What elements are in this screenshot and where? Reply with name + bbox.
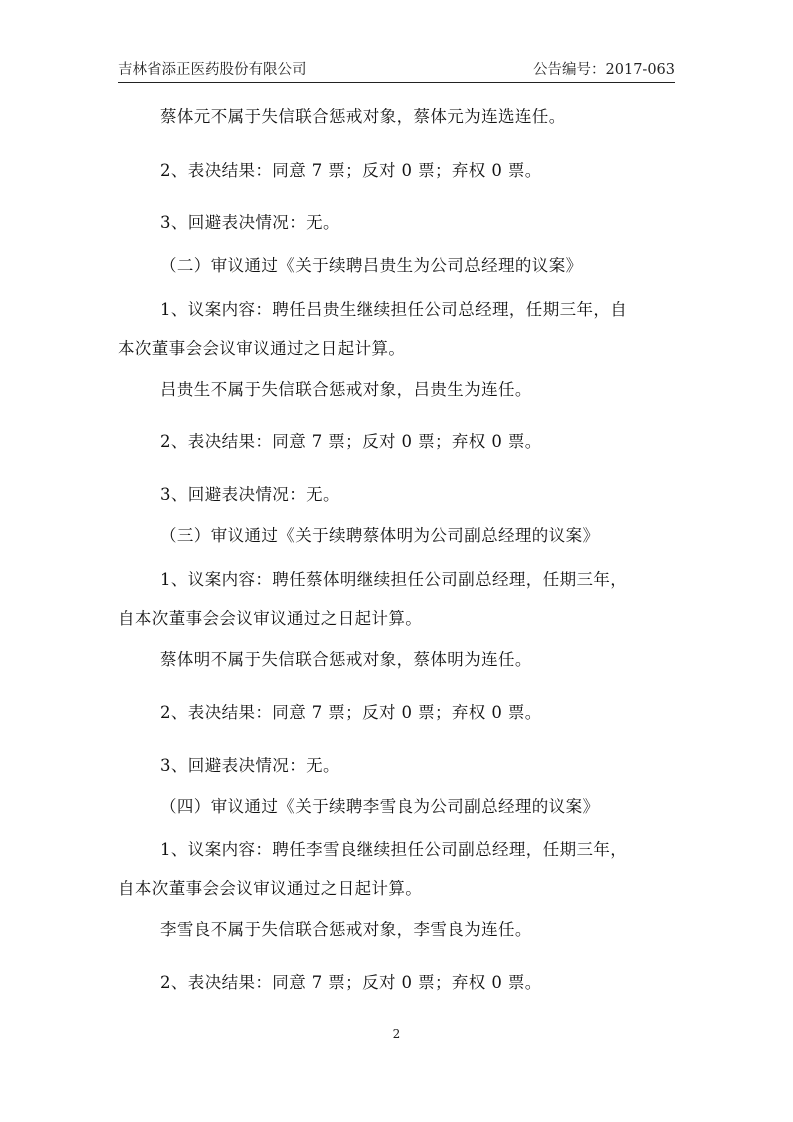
page-header bbox=[118, 56, 675, 83]
recusal-status: 3、回避表决情况：无。 bbox=[160, 485, 340, 504]
paragraph: 蔡体明不属于失信联合惩戒对象，蔡体明为连任。 bbox=[160, 650, 532, 669]
company-name: 吉林省添正医药股份有限公司 bbox=[118, 62, 307, 78]
paragraph: 1、议案内容：聘任李雪良继续担任公司副总经理，任期三年， bbox=[160, 840, 628, 859]
paragraph: 本次董事会会议审议通过之日起计算。 bbox=[118, 339, 406, 358]
paragraph: 自本次董事会会议审议通过之日起计算。 bbox=[118, 609, 423, 628]
vote-result: 2、表决结果：同意 7 票；反对 0 票；弃权 0 票。 bbox=[160, 161, 542, 180]
section-heading: （四）审议通过《关于续聘李雪良为公司副总经理的议案》 bbox=[160, 797, 600, 816]
vote-result: 2、表决结果：同意 7 票；反对 0 票；弃权 0 票。 bbox=[160, 703, 542, 722]
page-number: 2 bbox=[392, 1027, 401, 1041]
vote-result: 2、表决结果：同意 7 票；反对 0 票；弃权 0 票。 bbox=[160, 432, 542, 451]
announcement-number: 公告编号：2017-063 bbox=[533, 62, 675, 78]
paragraph: 蔡体元不属于失信联合惩戒对象，蔡体元为连选连任。 bbox=[160, 107, 566, 126]
vote-result: 2、表决结果：同意 7 票；反对 0 票；弃权 0 票。 bbox=[160, 973, 542, 992]
section-heading: （三）审议通过《关于续聘蔡体明为公司副总经理的议案》 bbox=[160, 526, 600, 545]
paragraph: 吕贵生不属于失信联合惩戒对象，吕贵生为连任。 bbox=[160, 380, 532, 399]
paragraph: 1、议案内容：聘任蔡体明继续担任公司副总经理，任期三年， bbox=[160, 570, 628, 589]
paragraph: 1、议案内容：聘任吕贵生继续担任公司总经理，任期三年，自 bbox=[160, 300, 628, 319]
recusal-status: 3、回避表决情况：无。 bbox=[160, 756, 340, 775]
recusal-status: 3、回避表决情况：无。 bbox=[160, 213, 340, 232]
paragraph: 李雪良不属于失信联合惩戒对象，李雪良为连任。 bbox=[160, 920, 532, 939]
paragraph: 自本次董事会会议审议通过之日起计算。 bbox=[118, 879, 423, 898]
section-heading: （二）审议通过《关于续聘吕贵生为公司总经理的议案》 bbox=[160, 256, 583, 275]
